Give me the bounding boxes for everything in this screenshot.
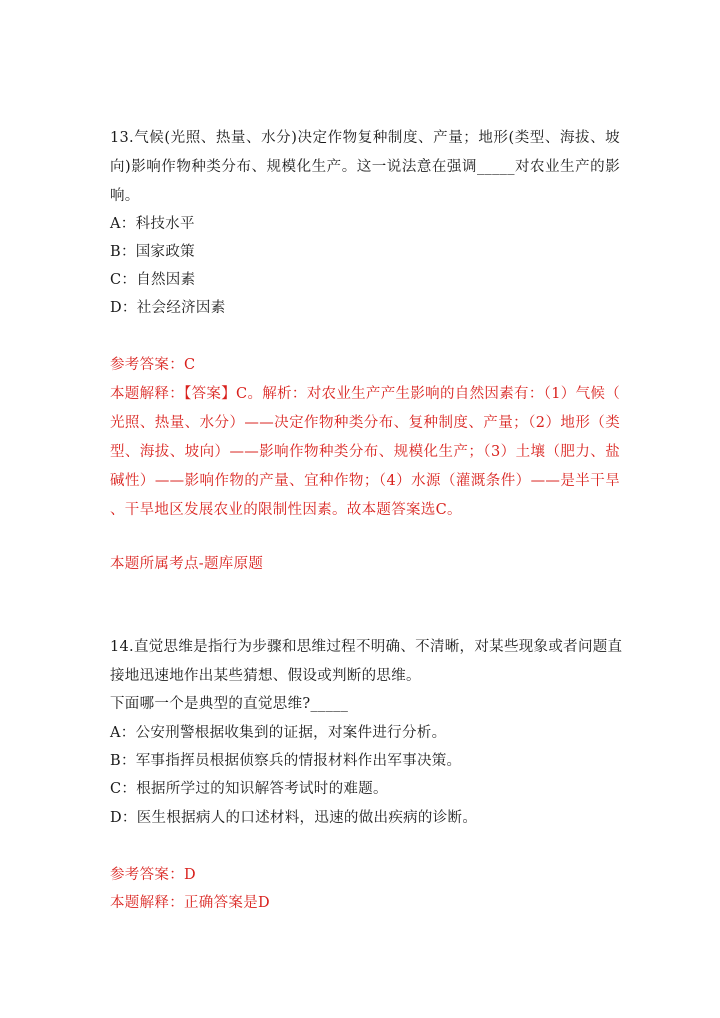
q13-source: 本题所属考点-题库原题 <box>110 556 264 572</box>
q13-option-a: A：科技水平 <box>110 216 195 232</box>
q14-option-b: B：军事指挥员根据侦察兵的情报材料作出军事决策。 <box>110 753 462 769</box>
q14-stem-line-3: 下面哪一个是典型的直觉思维?_____ <box>110 696 349 712</box>
q14-option-d: D：医生根据病人的口述材料，迅速的做出疾病的诊断。 <box>110 810 478 826</box>
q14-explanation: 本题解释：正确答案是D <box>110 895 270 911</box>
q14-option-a: A：公安刑警根据收集到的证据，对案件进行分析。 <box>110 725 447 741</box>
q13-answer: 参考答案：C <box>110 357 196 373</box>
q14-answer: 参考答案：D <box>110 867 196 883</box>
q14-option-c: C：根据所学过的知识解答考试时的难题。 <box>110 781 388 797</box>
q13-explanation-line-1: 本题解释：【答案】C。解析：对农业生产产生影响的自然因素有：（1）气候（ <box>110 386 620 402</box>
q13-option-d: D：社会经济因素 <box>110 300 226 316</box>
q13-stem-line-2: 向)影响作物种类分布、规模化生产。这一说法意在强调_____对农业生产的影 <box>110 159 620 175</box>
q13-option-b: B：国家政策 <box>110 244 195 260</box>
q14-stem-line-2: 接地迅速地作出某些猜想、假设或判断的思维。 <box>110 668 421 684</box>
q13-explanation-line-2: 光照、热量、水分）——决定作物种类分布、复种制度、产量；（2）地形（类 <box>110 415 620 431</box>
q13-option-c: C：自然因素 <box>110 272 196 288</box>
q14-stem-line-1: 14.直觉思维是指行为步骤和思维过程不明确、不清晰，对某些现象或者问题直 <box>110 639 623 655</box>
q13-explanation-line-3: 型、海拔、坡向）——影响作物种类分布、规模化生产；（3）土壤（肥力、盐 <box>110 444 620 460</box>
q13-stem-line-1: 13.气候(光照、热量、水分)决定作物复种制度、产量；地形(类型、海拔、坡 <box>110 130 620 146</box>
q13-stem-line-3: 响。 <box>110 188 140 204</box>
q13-explanation-line-5: 、干旱地区发展农业的限制性因素。故本题答案选C。 <box>110 502 462 518</box>
q13-explanation-line-4: 碱性）——影响作物的产量、宜种作物；（4）水源（灌溉条件）——是半干旱 <box>110 473 620 489</box>
